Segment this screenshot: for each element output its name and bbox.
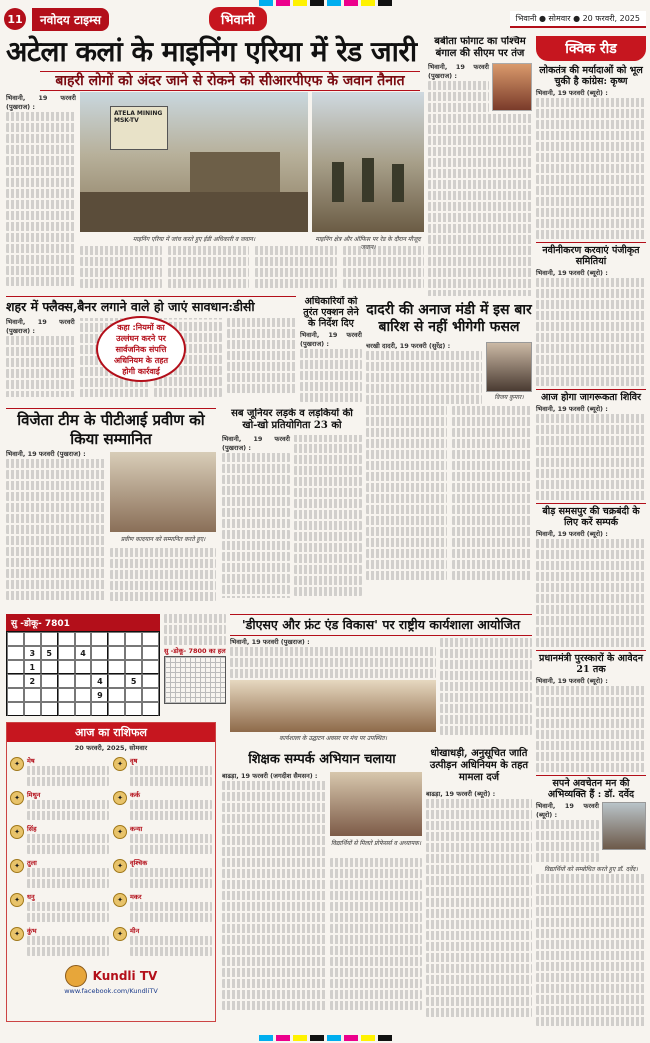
sudoku-cell[interactable] xyxy=(108,646,125,660)
sudoku-cell[interactable] xyxy=(58,632,75,646)
rashi-item xyxy=(10,859,109,890)
story-officers xyxy=(300,296,362,404)
story-flex-headline: शहर में फ्लैक्स,बैनर लगाने वाले हो जाएं सावधान:डीसी xyxy=(6,296,296,315)
story-vijeta-body2 xyxy=(110,548,216,610)
qr-item2-headline: नवीनीकरण करवाएं पंजीकृत समितियां xyxy=(536,242,646,267)
zodiac-icon: ✦ xyxy=(113,893,127,907)
sudoku-cell[interactable] xyxy=(108,632,125,646)
zodiac-icon: ✦ xyxy=(10,757,24,771)
shikshak-photo xyxy=(330,772,422,836)
sudoku-cell[interactable] xyxy=(7,674,24,688)
zodiac-icon: ✦ xyxy=(113,791,127,805)
story-fraud-body xyxy=(426,790,532,1024)
sudoku-cell[interactable]: 9 xyxy=(91,688,108,702)
sudoku-cell[interactable] xyxy=(91,702,108,716)
sudoku-cell[interactable] xyxy=(7,660,24,674)
lead-photo-1-caption: माइनिंग एरिया में जांच करते हुए ईडी अधिकारी व जवान। xyxy=(132,236,256,243)
rashi-sign-name: धनु xyxy=(27,893,35,901)
lead-headline: अटेला कलां के माइनिंग एरिया में रेड जारी xyxy=(6,35,417,68)
qr-item5-dateline: भिवानी, 19 फरवरी (ब्यूरो) : xyxy=(536,677,608,685)
zodiac-icon: ✦ xyxy=(10,893,24,907)
story-workshop-body xyxy=(230,638,436,680)
story-vijeta-dateline: भिवानी, 19 फरवरी (पुखराज) : xyxy=(6,450,86,458)
dadri-portrait-caption: विजय कुमार। xyxy=(494,394,524,401)
sudoku-cell[interactable] xyxy=(75,632,92,646)
lead-subheadline: बाहरी लोगों को अंदर जाने से रोकने को सीआरपीएफ के जवान तैनात xyxy=(40,71,420,91)
story-vijeta-body xyxy=(6,450,106,610)
quick-read-title: क्विक रीड xyxy=(536,36,646,61)
sudoku-cell[interactable] xyxy=(58,702,75,716)
rashi-item xyxy=(10,893,109,924)
qr-item4-dateline: भिवानी, 19 फरवरी (ब्यूरो) : xyxy=(536,530,608,538)
story-flex-dateline: भिवानी, 19 फरवरी (पुखराज) : xyxy=(6,318,75,335)
sudoku-cell[interactable] xyxy=(91,660,108,674)
story-officers-dateline: भिवानी, 19 फरवरी (पुखराज) : xyxy=(300,331,362,348)
sudoku-cell[interactable] xyxy=(7,632,24,646)
sudoku-cell[interactable] xyxy=(142,688,159,702)
sudoku-cell[interactable] xyxy=(58,674,75,688)
vijeta-photo-caption: प्रवीण कादयान को सम्मानित करते हुए। xyxy=(120,536,206,543)
sudoku-cell[interactable] xyxy=(7,646,24,660)
story-dadri-headline: दादरी की अनाज मंडी में इस बार बारिश से नहीं भीगेगी फसल xyxy=(366,302,532,335)
sudoku-cell[interactable] xyxy=(108,702,125,716)
sudoku-cell[interactable]: 2 xyxy=(24,674,41,688)
rashi-item xyxy=(113,791,212,822)
page-number: 11 xyxy=(4,8,26,30)
story-dadri-dateline: चरखी दादरी, 19 फरवरी (सुरेंद्र) : xyxy=(366,342,451,350)
sudoku-cell[interactable] xyxy=(125,688,142,702)
zodiac-icon: ✦ xyxy=(10,825,24,839)
sudoku-cell[interactable] xyxy=(142,660,159,674)
rashi-sign-name: कुंभ xyxy=(27,927,37,935)
sudoku-cell[interactable]: 1 xyxy=(24,660,41,674)
rashi-item xyxy=(113,927,212,958)
sudoku-cell[interactable] xyxy=(142,702,159,716)
story-vijeta-headline: विजेता टीम के पीटीआई प्रवीण को किया सम्मानित xyxy=(6,408,216,449)
masthead xyxy=(4,6,646,32)
sudoku-cell[interactable] xyxy=(58,660,75,674)
story-shikshak-body xyxy=(222,772,326,1024)
rashi-sign-name: वृष xyxy=(130,757,138,765)
sudoku-cell[interactable] xyxy=(75,702,92,716)
qr-item4-headline: बीड़ समसपुर की चक्रबंदी के लिए करें सम्पर्क xyxy=(536,503,646,528)
kundli-logo-icon xyxy=(65,965,87,987)
qr-item3-dateline: भिवानी, 19 फरवरी (ब्यूरो) : xyxy=(536,405,608,413)
lead-photo-2 xyxy=(312,92,424,232)
sudoku-cell[interactable] xyxy=(75,688,92,702)
sudoku-grid[interactable] xyxy=(6,631,160,716)
sudoku-cell[interactable] xyxy=(142,632,159,646)
rashi-sign-name: मीन xyxy=(130,927,140,935)
rashi-sign-name: तुला xyxy=(27,859,37,867)
rashi-sign-name: कन्या xyxy=(130,825,143,833)
story-khokho xyxy=(222,408,362,608)
lead-photo-2-caption: माइनिंग क्षेत्र और ऑफिस पर रेड के दौरान मौजूद जवान। xyxy=(315,236,421,251)
sudoku-cell[interactable] xyxy=(108,688,125,702)
story-babita-headline: बबीता फोगाट का पश्चिम बंगाल की सीएम पर तंज xyxy=(434,36,526,59)
rashi-item xyxy=(113,859,212,890)
sudoku-cell[interactable] xyxy=(75,674,92,688)
story-fraud-headline: धोखाधड़ी, अनुसूचित जाति उत्पीड़न अधिनियम के तहत मामला दर्ज xyxy=(429,748,529,783)
rashifal-footer[interactable]: www.facebook.com/KundliTV xyxy=(64,987,158,995)
zodiac-icon: ✦ xyxy=(113,859,127,873)
qr-item6-dateline: भिवानी, 19 फरवरी (ब्यूरो) : xyxy=(536,802,599,819)
rashi-sign-name: मेष xyxy=(27,757,35,765)
story-shikshak-dateline: बाढड़ा, 19 फरवरी (जगदीश सैमसन) : xyxy=(222,772,318,780)
sudoku-cell[interactable] xyxy=(41,688,58,702)
mining-signboard: ATELA MINING MSK-TV xyxy=(110,106,168,150)
zodiac-icon: ✦ xyxy=(113,825,127,839)
sudoku-cell[interactable] xyxy=(125,660,142,674)
qr-item6-photo xyxy=(602,802,646,850)
registration-marks-bottom xyxy=(0,1035,650,1043)
sudoku-cell[interactable]: 3 xyxy=(24,646,41,660)
rashi-item xyxy=(113,825,212,856)
story-khokho-headline: सब जूनियर लड़के व लड़कियों की खो-खो प्रतियोगिता 23 को xyxy=(231,408,353,431)
sudoku-cell[interactable] xyxy=(58,646,75,660)
vijeta-photo xyxy=(110,452,216,532)
sudoku-cell[interactable]: 5 xyxy=(41,646,58,660)
qr-item1-headline: लोकतंत्र की मर्यादाओं को भूल चुकी है कांग्रेस: कृष्ण xyxy=(539,65,643,87)
story-babita xyxy=(428,36,532,296)
kundli-logo: Kundli TV xyxy=(92,969,158,983)
zodiac-icon: ✦ xyxy=(113,927,127,941)
qr-item2-dateline: भिवानी, 19 फरवरी (ब्यूरो) : xyxy=(536,269,608,277)
sudoku-cell[interactable] xyxy=(142,674,159,688)
sudoku-answer-grid xyxy=(164,656,226,704)
sudoku-answer xyxy=(164,614,226,716)
story-dadri-body xyxy=(366,342,532,600)
shikshak-photo-caption: विद्यार्थियों से मिलते प्रोफेसर्स व अध्यापक। xyxy=(330,840,422,847)
story-shikshak-headline: शिक्षक सम्पर्क अभियान चलाया xyxy=(248,752,396,767)
sudoku-cell[interactable] xyxy=(125,702,142,716)
quick-read-sidebar xyxy=(536,36,646,1028)
sudoku-cell[interactable]: 4 xyxy=(91,674,108,688)
rashi-item xyxy=(10,791,109,822)
zodiac-icon: ✦ xyxy=(113,757,127,771)
story-shikshak-body2 xyxy=(330,858,422,1024)
sudoku-cell[interactable] xyxy=(91,646,108,660)
qr-item5-headline: प्रधानमंत्री पुरस्कारों के आवेदन 21 तक xyxy=(536,650,646,675)
lead-body-col1 xyxy=(6,94,76,294)
sudoku-cell[interactable] xyxy=(41,702,58,716)
rashifal-list xyxy=(7,755,215,963)
sudoku-cell[interactable] xyxy=(7,702,24,716)
rashi-item xyxy=(10,825,109,856)
sudoku-cell[interactable] xyxy=(58,688,75,702)
babita-portrait xyxy=(492,63,532,111)
qr-item3-headline: आज होगा जागरूकता शिविर xyxy=(536,389,646,403)
story-khokho-dateline: भिवानी, 19 फरवरी (पुखराज) : xyxy=(222,435,290,452)
sudoku-cell[interactable] xyxy=(24,702,41,716)
sudoku-cell[interactable]: 4 xyxy=(75,646,92,660)
story-workshop-dateline: भिवानी, 19 फरवरी (पुखराज) : xyxy=(230,638,310,646)
rashifal-title: आज का राशिफल xyxy=(7,723,215,742)
zodiac-icon: ✦ xyxy=(10,791,24,805)
rashi-item xyxy=(10,757,109,788)
dadri-portrait xyxy=(486,342,532,392)
lead-dateline: भिवानी, 19 फरवरी (पुखराज) : xyxy=(6,94,76,111)
story-fraud-dateline: बाढड़ा, 19 फरवरी (ब्यूरो) : xyxy=(426,790,496,798)
sudoku-cell[interactable]: 5 xyxy=(125,674,142,688)
sudoku-answer-label: सु -डोकू- 7800 का हल xyxy=(164,647,226,655)
sudoku-cell[interactable] xyxy=(125,632,142,646)
story-flex-pull-quote: कहा :नियमों का उल्लंघन करने पर सार्वजनिक संपत्ति अधिनियम के तहत होगी कार्रवाई xyxy=(96,316,186,382)
zodiac-icon: ✦ xyxy=(10,859,24,873)
story-workshop-headline: 'डीएसए और फ्रंट एंड विकास' पर राष्ट्रीय कार्यशाला आयोजित xyxy=(230,614,532,636)
rashi-item xyxy=(113,757,212,788)
sudoku-cell[interactable] xyxy=(91,632,108,646)
sudoku-cell[interactable] xyxy=(41,632,58,646)
rashi-item xyxy=(113,893,212,924)
rashi-item xyxy=(10,927,109,958)
sudoku-title: सु -डोकू- 7801 xyxy=(6,614,160,631)
lead-photo-1 xyxy=(80,92,308,232)
rashi-sign-name: मकर xyxy=(130,893,142,901)
sudoku-cell[interactable] xyxy=(24,632,41,646)
sudoku-box xyxy=(6,614,160,716)
sudoku-cell[interactable] xyxy=(125,646,142,660)
lead-body-lower xyxy=(80,246,424,292)
sudoku-cell[interactable] xyxy=(108,660,125,674)
sudoku-cell[interactable] xyxy=(24,688,41,702)
city-section-label: भिवानी xyxy=(209,7,267,31)
sudoku-cell[interactable] xyxy=(108,674,125,688)
sudoku-cell[interactable] xyxy=(75,660,92,674)
rashi-sign-name: वृश्चिक xyxy=(130,859,148,867)
issue-dateline: भिवानी ● सोमवार ● 20 फरवरी, 2025 xyxy=(510,11,646,28)
rashifal-box xyxy=(6,722,216,1022)
rashi-sign-name: सिंह xyxy=(27,825,37,833)
rashi-sign-name: कर्क xyxy=(130,791,140,799)
sudoku-cell[interactable] xyxy=(41,674,58,688)
brand-name: नवोदय टाइम्स xyxy=(32,8,109,31)
workshop-photo xyxy=(230,680,436,732)
sudoku-cell[interactable] xyxy=(142,646,159,660)
rashifal-date: 20 फरवरी, 2025, सोमवार xyxy=(74,744,148,752)
qr-item6-headline: सपने अवचेतन मन की अभिव्यक्ति हैं : डॉ. दर्वेद xyxy=(536,775,646,800)
sudoku-cell[interactable] xyxy=(7,688,24,702)
story-officers-headline: अधिकारियों को तुरंत एक्शन लेने के निर्देश दिए xyxy=(303,296,359,329)
qr-item1-dateline: भिवानी, 19 फरवरी (ब्यूरो) : xyxy=(536,89,608,97)
story-babita-dateline: भिवानी, 19 फरवरी (पुखराज) : xyxy=(428,63,489,80)
workshop-photo-caption: कार्यशाला के उद्घाटन अवसर पर मंच पर उपस्थित। xyxy=(279,735,387,742)
story-workshop-body2 xyxy=(440,638,532,744)
rashi-sign-name: मिथुन xyxy=(27,791,41,799)
zodiac-icon: ✦ xyxy=(10,927,24,941)
sudoku-cell[interactable] xyxy=(41,660,58,674)
qr-item6-caption: विद्यार्थियों को सम्बोधित करते हुए डॉ. दर्वेद। xyxy=(544,866,638,873)
